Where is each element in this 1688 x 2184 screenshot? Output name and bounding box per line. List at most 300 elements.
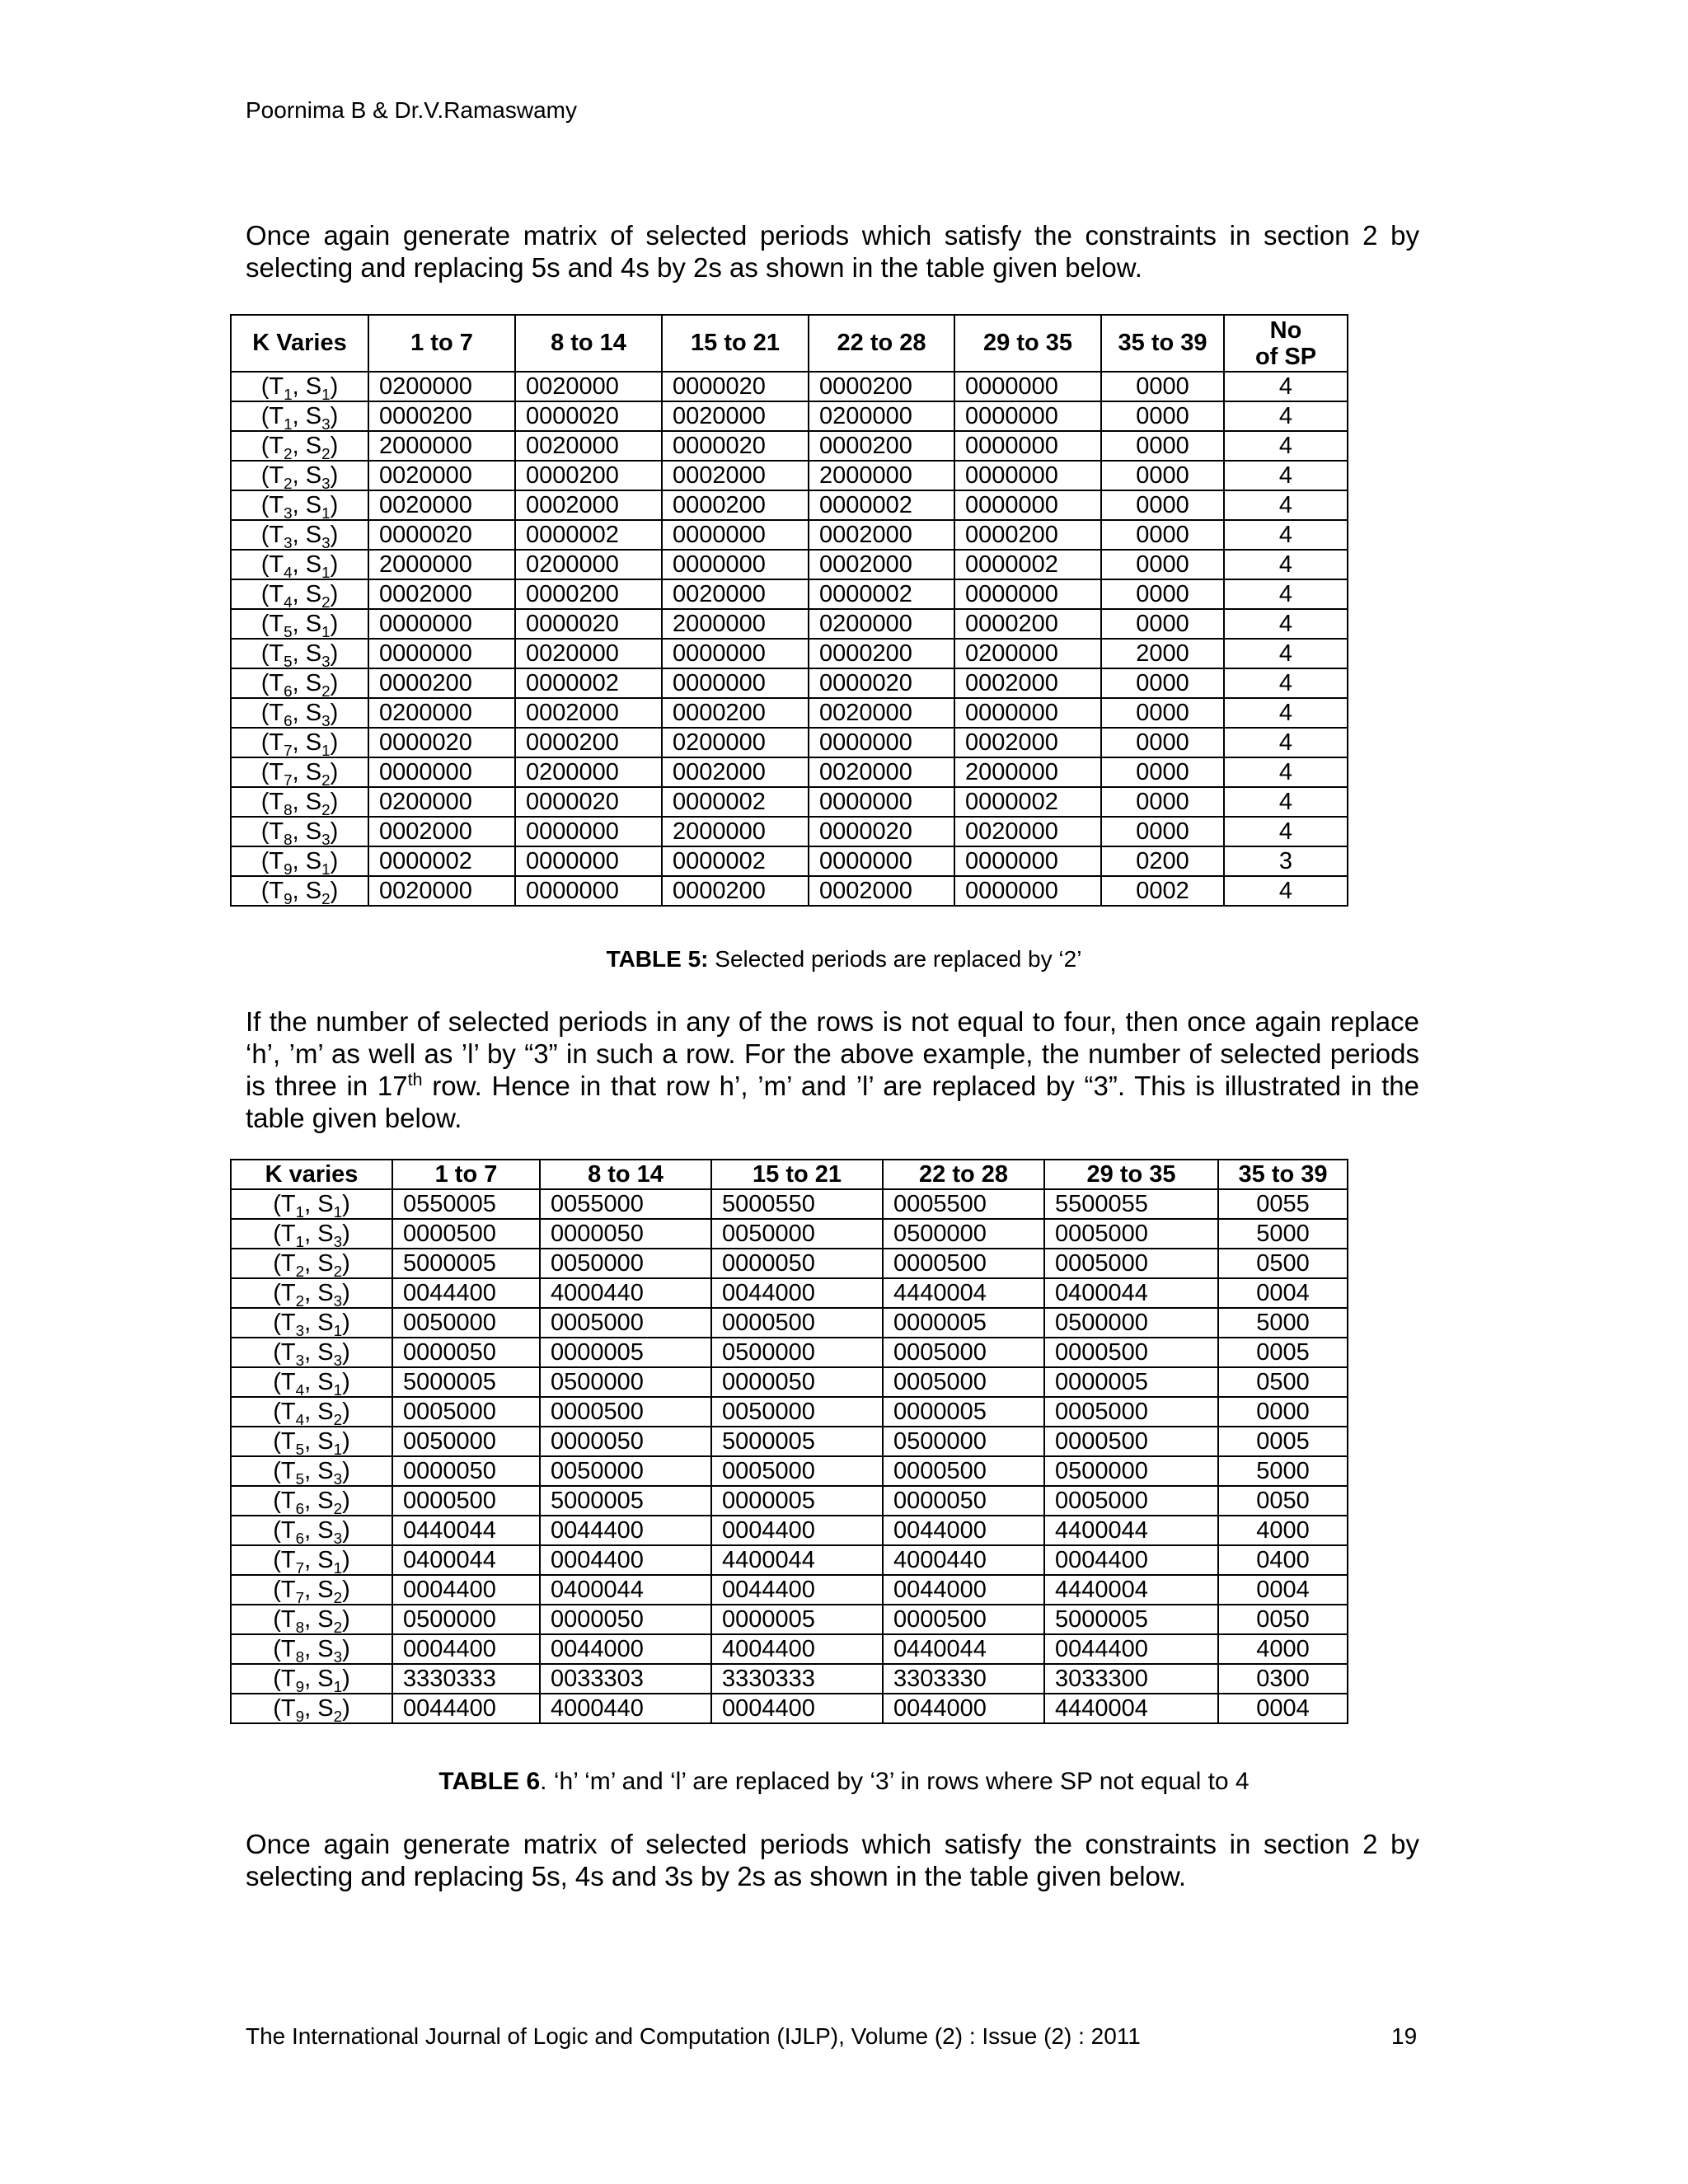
paragraph-line — [246, 1070, 1419, 1102]
section-index: 1 — [321, 860, 331, 876]
row-label: ($T_2$, $S_2$) — [231, 431, 368, 461]
row-label: ($T_8$, $S_3$) — [231, 817, 368, 846]
table-row — [231, 1397, 1348, 1427]
table-cell: 0002000 — [809, 876, 954, 906]
table-cell: 0000 — [1101, 550, 1224, 579]
teacher-index: 5 — [284, 652, 293, 668]
table-cell: 0020000 — [809, 698, 954, 728]
table-cell: 0002 — [1101, 876, 1224, 906]
table-cell: 0400044 — [540, 1575, 711, 1605]
section-index: 3 — [333, 1351, 343, 1367]
table-row — [231, 639, 1348, 668]
table-row — [231, 1694, 1348, 1723]
teacher-index: 6 — [284, 682, 293, 698]
teacher-index: 9 — [284, 860, 293, 876]
row-label: ($T_6$, $S_3$) — [231, 1516, 392, 1545]
table-cell: 0000 — [1101, 461, 1224, 490]
table-cell: 0050 — [1218, 1486, 1348, 1516]
row-label: ($T_8$, $S_2$) — [231, 1605, 392, 1634]
section-index: 1 — [321, 385, 331, 401]
teacher-index: 3 — [295, 1321, 305, 1338]
table-row — [231, 1219, 1348, 1249]
teacher-index: 7 — [284, 771, 293, 787]
row-label: ($T_1$, $S_1$) — [231, 372, 368, 401]
sp-count-cell: 4 — [1224, 639, 1348, 668]
table-cell: 0004400 — [392, 1575, 540, 1605]
table-cell: 0000020 — [809, 817, 954, 846]
table-row — [231, 787, 1348, 817]
table-row — [231, 609, 1348, 639]
section-index: 1 — [321, 622, 331, 639]
table-cell: 5000005 — [711, 1427, 883, 1456]
table-cell: 0000200 — [662, 490, 809, 520]
table-cell: 0044400 — [1044, 1634, 1218, 1664]
teacher-index: 8 — [295, 1618, 305, 1634]
section-index: 1 — [333, 1558, 343, 1575]
row-label: ($T_4$, $S_1$) — [231, 550, 368, 579]
teacher-index: 7 — [295, 1558, 305, 1575]
table-cell: 0044000 — [540, 1634, 711, 1664]
table-cell: 0200000 — [368, 787, 515, 817]
table-row — [231, 668, 1348, 698]
table-cell: 3303330 — [883, 1664, 1044, 1694]
table-row — [231, 1308, 1348, 1338]
sp-count-cell: 4 — [1224, 579, 1348, 609]
row-label: ($T_6$, $S_2$) — [231, 668, 368, 698]
table-cell: 0004 — [1218, 1278, 1348, 1308]
table-cell: 0000200 — [515, 461, 662, 490]
table-cell: 4400044 — [1044, 1516, 1218, 1545]
table-cell: 3330333 — [711, 1664, 883, 1694]
teacher-index: 2 — [284, 444, 293, 461]
table-cell: 0020000 — [809, 757, 954, 787]
column-header: 1 to 7 — [392, 1160, 540, 1189]
row-label: ($T_3$, $S_1$) — [231, 1308, 392, 1338]
column-header: K Varies — [231, 315, 368, 372]
table-cell: 3330333 — [392, 1664, 540, 1694]
table-cell: 0005 — [1218, 1427, 1348, 1456]
table-cell: 0200000 — [809, 401, 954, 431]
caption-label: TABLE 5: — [606, 946, 709, 972]
table-row — [231, 1278, 1348, 1308]
column-header-no-of-sp — [1224, 315, 1348, 372]
table-cell: 0000000 — [954, 846, 1101, 876]
caption-text: . ‘h’ ‘m’ and ‘l’ are replaced by ‘3’ in rows where SP not equal to 4 — [540, 1768, 1250, 1795]
table-cell: 0000 — [1101, 372, 1224, 401]
table-cell: 0000002 — [809, 579, 954, 609]
paragraph-line: If the number of selected periods in any of the rows is not equal to four, then once again replace — [246, 1006, 1419, 1037]
teacher-index: 4 — [295, 1410, 305, 1427]
table-row — [231, 1664, 1348, 1694]
table-cell: 5000 — [1218, 1219, 1348, 1249]
table-cell: 0000500 — [392, 1486, 540, 1516]
table-cell: 0020000 — [515, 639, 662, 668]
table-cell: 4440004 — [1044, 1694, 1218, 1723]
table-cell: 0050000 — [711, 1397, 883, 1427]
table-cell: 2000000 — [809, 461, 954, 490]
section-index: 2 — [333, 1410, 343, 1427]
section-index: 3 — [321, 474, 331, 490]
table-cell: 0044400 — [392, 1694, 540, 1723]
row-label: ($T_5$, $S_1$) — [231, 609, 368, 639]
sp-count-cell: 4 — [1224, 787, 1348, 817]
table-cell: 4440004 — [1044, 1575, 1218, 1605]
section-index: 2 — [321, 800, 331, 817]
table-cell: 0044400 — [711, 1575, 883, 1605]
table-cell: 0000020 — [515, 401, 662, 431]
table-cell: 0000000 — [954, 461, 1101, 490]
row-label: ($T_3$, $S_3$) — [231, 520, 368, 550]
table-cell: 0002000 — [368, 817, 515, 846]
table-cell: 0000500 — [1044, 1338, 1218, 1367]
running-header: Poornima B & Dr.V.Ramaswamy — [246, 97, 577, 123]
table-cell: 0000000 — [368, 609, 515, 639]
row-label: ($T_1$, $S_3$) — [231, 401, 368, 431]
table-cell: 0000000 — [954, 431, 1101, 461]
table-cell: 0200000 — [515, 550, 662, 579]
paragraph-explanation — [246, 1005, 1419, 1134]
table-row — [231, 1367, 1348, 1397]
table-cell: 0000050 — [540, 1219, 711, 1249]
table-cell: 5000 — [1218, 1456, 1348, 1486]
table-cell: 0000000 — [368, 639, 515, 668]
table-cell: 0400044 — [1044, 1278, 1218, 1308]
table-5 — [230, 314, 1348, 907]
journal-footer: The International Journal of Logic and Computation (IJLP), Volume (2) : Issue (2) : 2011 — [246, 2023, 1141, 2049]
section-index: 2 — [321, 593, 331, 609]
row-label: ($T_1$, $S_1$) — [231, 1189, 392, 1219]
sp-count-cell: 4 — [1224, 698, 1348, 728]
table-cell: 0005000 — [540, 1308, 711, 1338]
teacher-index: 4 — [295, 1380, 305, 1397]
table-cell: 0004400 — [1044, 1545, 1218, 1575]
teacher-index: 3 — [284, 533, 293, 550]
table-cell: 0000 — [1101, 698, 1224, 728]
sp-count-cell: 4 — [1224, 372, 1348, 401]
teacher-index: 1 — [284, 385, 293, 401]
teacher-index: 5 — [295, 1440, 305, 1456]
table-cell: 0044000 — [711, 1278, 883, 1308]
table-cell: 0000000 — [954, 579, 1101, 609]
section-index: 3 — [333, 1647, 343, 1664]
table-cell: 0002000 — [515, 490, 662, 520]
column-header: 15 to 21 — [662, 315, 809, 372]
table-cell: 0000005 — [1044, 1367, 1218, 1397]
teacher-index: 2 — [295, 1262, 305, 1278]
table-cell: 0500000 — [1044, 1456, 1218, 1486]
table-row — [231, 1575, 1348, 1605]
table-cell: 2000000 — [368, 550, 515, 579]
table-cell: 0000002 — [662, 846, 809, 876]
table-cell: 0020000 — [662, 401, 809, 431]
table-row — [231, 1249, 1348, 1278]
table-row — [231, 1456, 1348, 1486]
table-row — [231, 817, 1348, 846]
table-cell: 0000020 — [368, 520, 515, 550]
table-cell: 0400 — [1218, 1545, 1348, 1575]
table-cell: 0050000 — [392, 1308, 540, 1338]
column-header: 22 to 28 — [883, 1160, 1044, 1189]
table-cell: 0400044 — [392, 1545, 540, 1575]
table-row — [231, 728, 1348, 757]
table-cell: 0000000 — [809, 728, 954, 757]
table-cell: 0020000 — [662, 579, 809, 609]
section-index: 2 — [333, 1588, 343, 1605]
row-label: ($T_4$, $S_2$) — [231, 1397, 392, 1427]
section-index: 1 — [321, 563, 331, 579]
table-cell: 0000002 — [515, 520, 662, 550]
row-label: ($T_3$, $S_1$) — [231, 490, 368, 520]
table-cell: 0005000 — [883, 1367, 1044, 1397]
table-row — [231, 1189, 1348, 1219]
teacher-index: 1 — [295, 1202, 305, 1219]
teacher-index: 3 — [284, 504, 293, 520]
table-cell: 5500055 — [1044, 1189, 1218, 1219]
table-cell: 0200000 — [954, 639, 1101, 668]
sp-count-cell: 4 — [1224, 817, 1348, 846]
table-cell: 0000 — [1101, 401, 1224, 431]
column-header: 1 to 7 — [368, 315, 515, 372]
table-cell: 0002000 — [662, 757, 809, 787]
table-cell: 5000005 — [540, 1486, 711, 1516]
table-cell: 4000 — [1218, 1516, 1348, 1545]
table-cell: 0000200 — [662, 876, 809, 906]
text-run: is three in 17 — [246, 1071, 408, 1101]
table-cell: 0050000 — [540, 1456, 711, 1486]
page-number: 19 — [1391, 2023, 1418, 2049]
table-cell: 0050000 — [540, 1249, 711, 1278]
paragraph-intro — [246, 219, 1419, 284]
table-cell: 0044000 — [883, 1694, 1044, 1723]
sp-count-cell: 4 — [1224, 520, 1348, 550]
table-row — [231, 1545, 1348, 1575]
table-cell: 2000000 — [662, 817, 809, 846]
table-row — [231, 550, 1348, 579]
table-cell: 0000 — [1101, 579, 1224, 609]
table-cell: 0000050 — [540, 1605, 711, 1634]
table-cell: 5000005 — [1044, 1605, 1218, 1634]
table-cell: 0002000 — [515, 698, 662, 728]
row-label: ($T_4$, $S_2$) — [231, 579, 368, 609]
table-cell: 0000200 — [809, 431, 954, 461]
section-index: 3 — [333, 1469, 343, 1486]
paragraph-line: selecting and replacing 5s and 4s by 2s as shown in the table given below. — [246, 252, 1142, 283]
table-cell: 0000020 — [662, 431, 809, 461]
row-label: ($T_7$, $S_1$) — [231, 1545, 392, 1575]
section-index: 3 — [321, 830, 331, 846]
table-cell: 0000200 — [368, 668, 515, 698]
teacher-index: 6 — [284, 711, 293, 728]
table-cell: 0500000 — [883, 1427, 1044, 1456]
table-cell: 0000000 — [954, 490, 1101, 520]
table-cell: 0000002 — [809, 490, 954, 520]
section-index: 3 — [333, 1291, 343, 1308]
table-cell: 0000000 — [515, 876, 662, 906]
teacher-index: 8 — [284, 800, 293, 817]
table-row — [231, 757, 1348, 787]
table-row — [231, 372, 1348, 401]
paragraph-line: table given below. — [246, 1103, 462, 1133]
section-index: 2 — [333, 1499, 343, 1516]
table-cell: 0004400 — [711, 1516, 883, 1545]
table-cell: 0020000 — [368, 461, 515, 490]
paragraph-line: selecting and replacing 5s, 4s and 3s by 2s as shown in the table given below. — [246, 1861, 1187, 1891]
paragraph-closing — [246, 1828, 1419, 1892]
sp-count-cell: 4 — [1224, 876, 1348, 906]
table-cell: 0500000 — [883, 1219, 1044, 1249]
table-cell: 0000500 — [1044, 1427, 1218, 1456]
paragraph-line: Once again generate matrix of selected periods which satisfy the constraints in section 2 by — [246, 1829, 1419, 1859]
table-cell: 0005000 — [1044, 1486, 1218, 1516]
table-cell: 0005 — [1218, 1338, 1348, 1367]
table-cell: 0200000 — [515, 757, 662, 787]
table-cell: 0300 — [1218, 1664, 1348, 1694]
table-cell: 0000 — [1101, 609, 1224, 639]
table-cell: 0000 — [1101, 431, 1224, 461]
table-cell: 0000200 — [954, 609, 1101, 639]
paragraph-line: ‘h’, ’m’ as well as ’l’ by “3” in such a row. For the above example, the number of selected periods — [246, 1038, 1419, 1069]
table-cell: 0000050 — [711, 1367, 883, 1397]
table-cell: 0000002 — [368, 846, 515, 876]
row-label: ($T_9$, $S_2$) — [231, 876, 368, 906]
section-index: 3 — [321, 415, 331, 431]
table-row — [231, 698, 1348, 728]
table-cell: 0000000 — [809, 846, 954, 876]
table-cell: 0200000 — [809, 609, 954, 639]
table-cell: 0000500 — [883, 1605, 1044, 1634]
teacher-index: 2 — [284, 474, 293, 490]
row-label: ($T_2$, $S_3$) — [231, 461, 368, 490]
table-cell: 0000 — [1101, 787, 1224, 817]
section-index: 2 — [321, 682, 331, 698]
row-label: ($T_2$, $S_3$) — [231, 1278, 392, 1308]
teacher-index: 1 — [284, 415, 293, 431]
table-cell: 0002000 — [809, 520, 954, 550]
table-row — [231, 1338, 1348, 1367]
table-row — [231, 431, 1348, 461]
table-cell: 0000000 — [954, 698, 1101, 728]
section-index: 2 — [333, 1707, 343, 1723]
column-header: 29 to 35 — [1044, 1160, 1218, 1189]
table-cell: 4000 — [1218, 1634, 1348, 1664]
section-index: 2 — [333, 1618, 343, 1634]
table-cell: 2000000 — [954, 757, 1101, 787]
table-row — [231, 1605, 1348, 1634]
section-index: 2 — [321, 771, 331, 787]
table-cell: 0000500 — [883, 1249, 1044, 1278]
table-cell: 3033300 — [1044, 1664, 1218, 1694]
row-label: ($T_4$, $S_1$) — [231, 1367, 392, 1397]
teacher-index: 8 — [295, 1647, 305, 1664]
sp-count-cell: 4 — [1224, 461, 1348, 490]
table-cell: 0000200 — [809, 639, 954, 668]
teacher-index: 5 — [284, 622, 293, 639]
teacher-index: 6 — [295, 1529, 305, 1545]
table-cell: 0000002 — [954, 550, 1101, 579]
table-cell: 0005500 — [883, 1189, 1044, 1219]
table-cell: 0000200 — [515, 728, 662, 757]
table-cell: 0000002 — [954, 787, 1101, 817]
section-index: 1 — [321, 741, 331, 757]
table-cell: 0000050 — [883, 1486, 1044, 1516]
superscript: th — [407, 1070, 423, 1090]
table-cell: 0005000 — [392, 1397, 540, 1427]
table-row — [231, 846, 1348, 876]
teacher-index: 7 — [295, 1588, 305, 1605]
table-cell: 0000000 — [515, 846, 662, 876]
table-cell: 0002000 — [954, 728, 1101, 757]
table-cell: 0000000 — [954, 876, 1101, 906]
row-label: ($T_7$, $S_2$) — [231, 1575, 392, 1605]
table-cell: 0004 — [1218, 1575, 1348, 1605]
table-cell: 0004400 — [392, 1634, 540, 1664]
table-cell: 0000 — [1101, 520, 1224, 550]
table-cell: 0500000 — [540, 1367, 711, 1397]
teacher-index: 8 — [284, 830, 293, 846]
section-index: 1 — [333, 1380, 343, 1397]
row-label: ($T_3$, $S_3$) — [231, 1338, 392, 1367]
table-cell: 0005000 — [711, 1456, 883, 1486]
table-cell: 0005000 — [1044, 1249, 1218, 1278]
table-cell: 0044000 — [883, 1575, 1044, 1605]
row-label: ($T_7$, $S_2$) — [231, 757, 368, 787]
table-cell: 0200000 — [368, 698, 515, 728]
section-index: 3 — [333, 1232, 343, 1249]
column-header: 8 to 14 — [540, 1160, 711, 1189]
table-cell: 0020000 — [368, 876, 515, 906]
table-cell: 0000020 — [809, 668, 954, 698]
table-cell: 5000005 — [392, 1367, 540, 1397]
table-cell: 0000200 — [515, 579, 662, 609]
table-cell: 0500000 — [711, 1338, 883, 1367]
table-row — [231, 876, 1348, 906]
section-index: 3 — [321, 652, 331, 668]
table-cell: 0000002 — [515, 668, 662, 698]
section-index: 1 — [333, 1677, 343, 1694]
table-cell: 0500 — [1218, 1249, 1348, 1278]
row-label: ($T_5$, $S_1$) — [231, 1427, 392, 1456]
section-index: 2 — [321, 889, 331, 906]
table-6 — [230, 1159, 1348, 1724]
teacher-index: 5 — [295, 1469, 305, 1486]
table-cell: 0020000 — [515, 372, 662, 401]
table-cell: 0000005 — [883, 1308, 1044, 1338]
row-label: ($T_1$, $S_3$) — [231, 1219, 392, 1249]
column-header: 15 to 21 — [711, 1160, 883, 1189]
table-cell: 0002000 — [954, 668, 1101, 698]
table-cell: 0000005 — [883, 1397, 1044, 1427]
section-index: 3 — [333, 1529, 343, 1545]
teacher-index: 3 — [295, 1351, 305, 1367]
text-run: row. Hence in that row h’, ’m’ and ’l’ are replaced by “3”. This is illustrated in the — [422, 1071, 1419, 1101]
sp-count-cell: 4 — [1224, 431, 1348, 461]
table-6-caption — [0, 1768, 1688, 1796]
table-cell: 0002000 — [809, 550, 954, 579]
table-cell: 0000200 — [368, 401, 515, 431]
table-cell: 0004 — [1218, 1694, 1348, 1723]
table-cell: 0000020 — [368, 728, 515, 757]
column-header: 8 to 14 — [515, 315, 662, 372]
table-cell: 0000500 — [883, 1456, 1044, 1486]
sp-count-cell: 4 — [1224, 550, 1348, 579]
table-row — [231, 1427, 1348, 1456]
table-cell: 0500000 — [392, 1605, 540, 1634]
table-cell: 0000020 — [662, 372, 809, 401]
section-index: 1 — [333, 1321, 343, 1338]
table-cell: 0020000 — [515, 431, 662, 461]
sp-count-cell: 4 — [1224, 401, 1348, 431]
table-cell: 0000005 — [540, 1338, 711, 1367]
